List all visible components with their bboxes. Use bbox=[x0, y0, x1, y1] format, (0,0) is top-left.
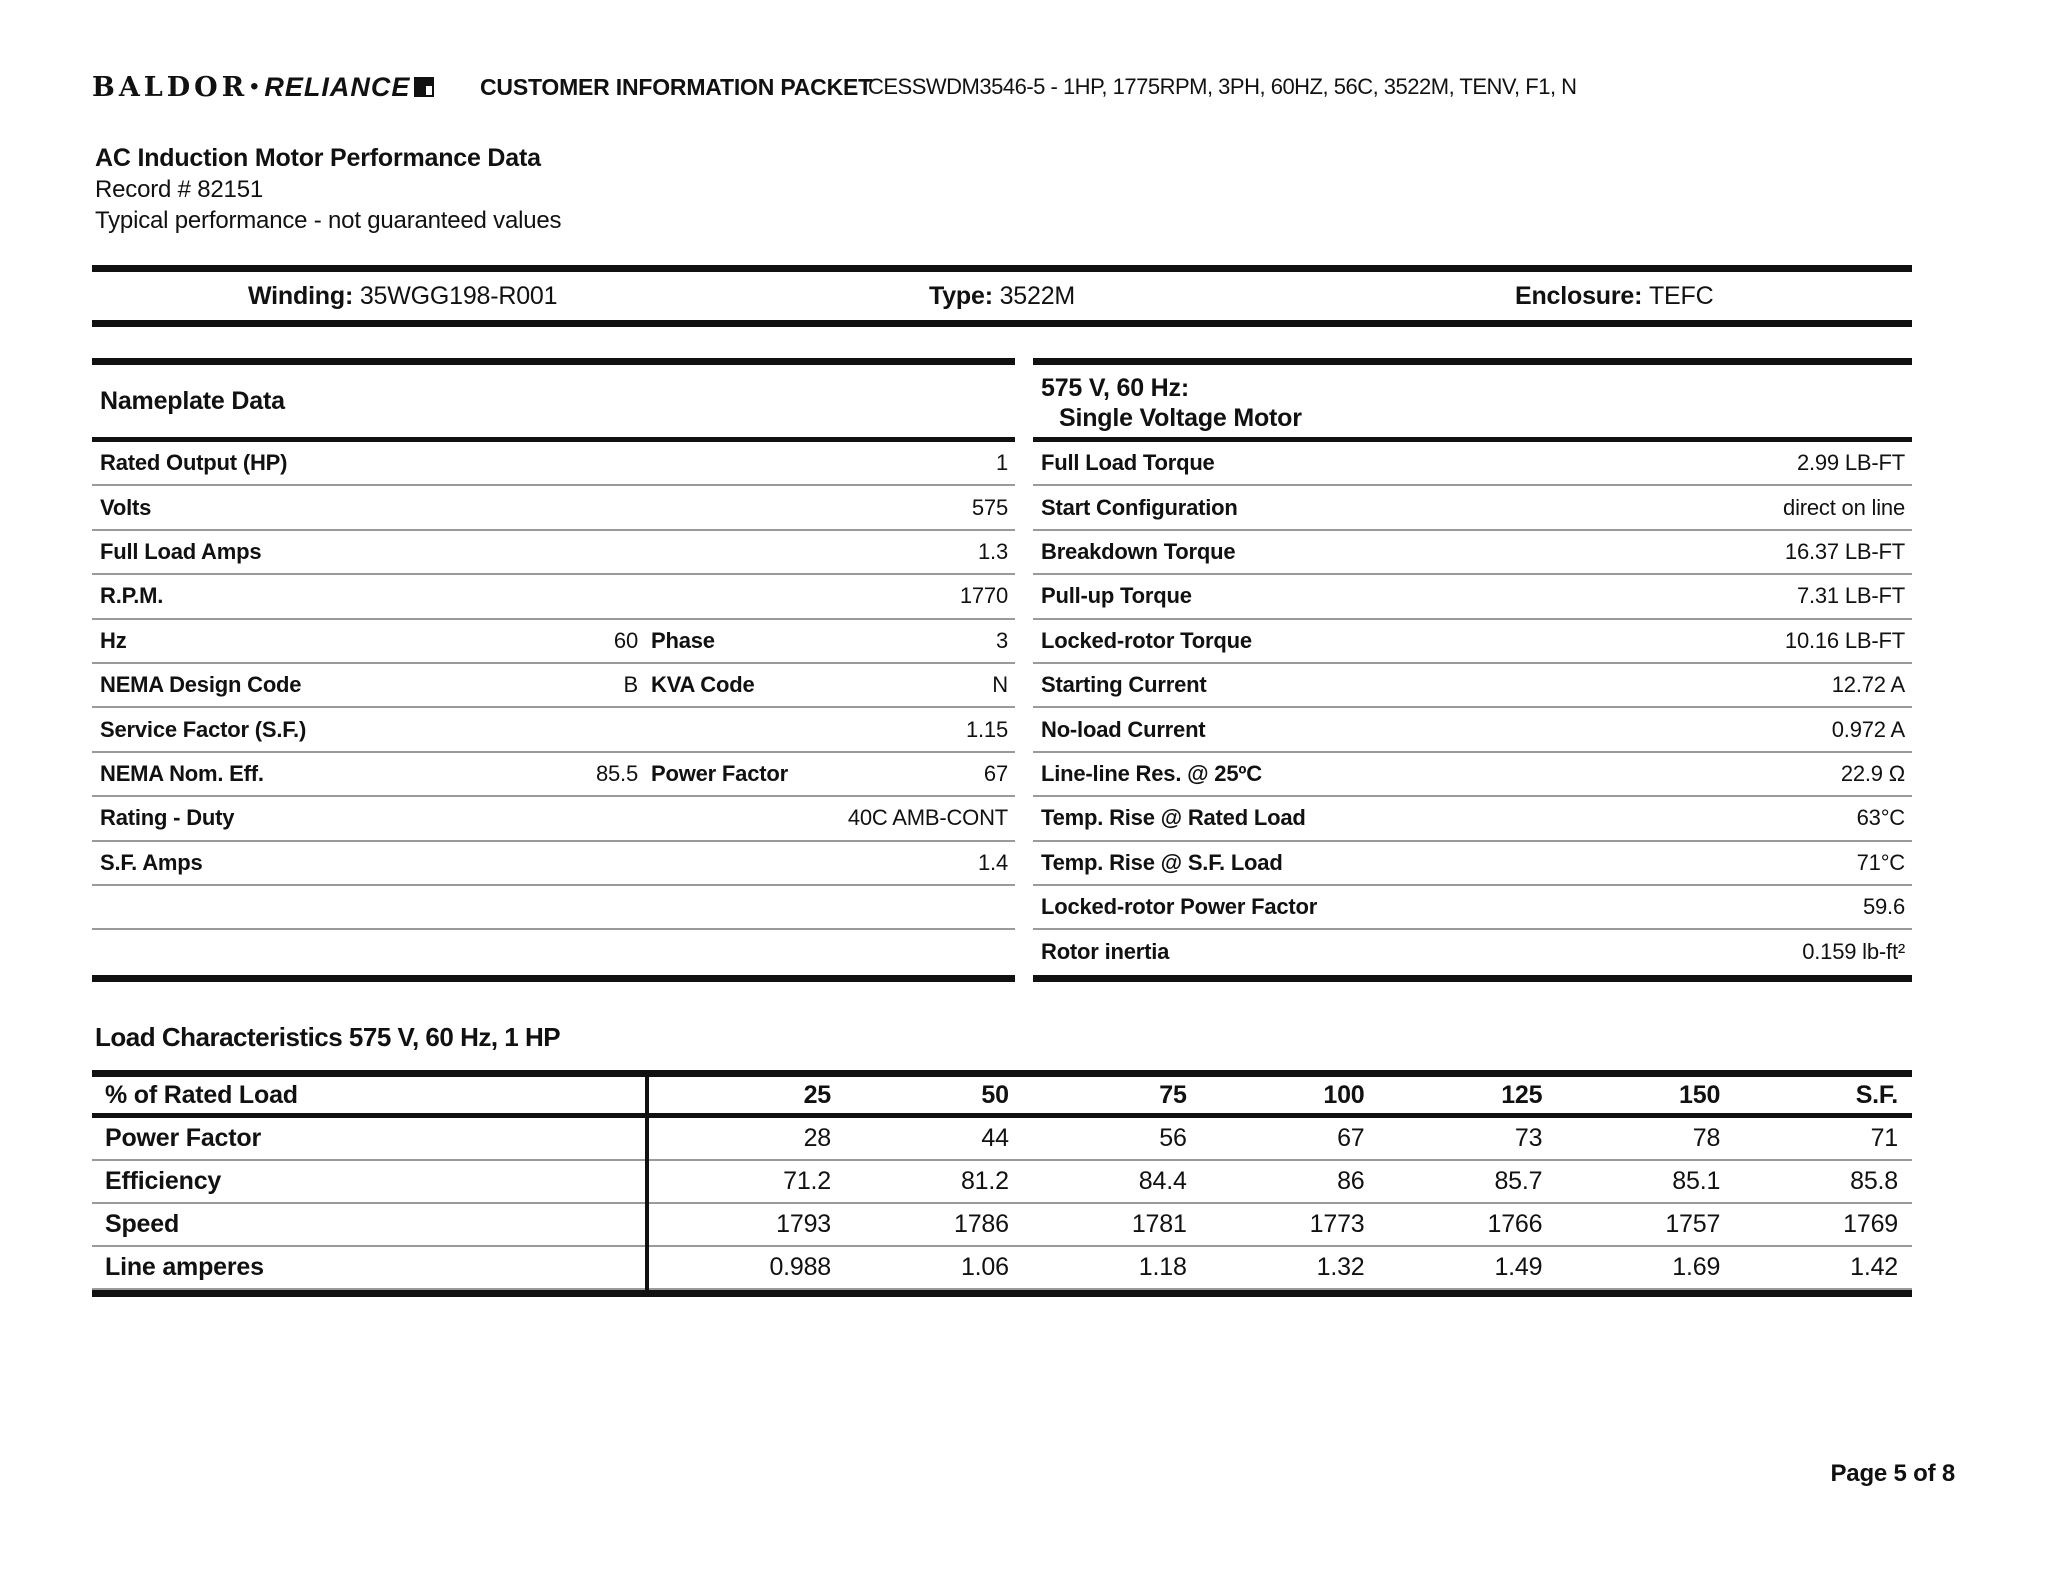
row-label: Efficiency bbox=[105, 1167, 222, 1195]
row-label: NEMA Nom. Eff. bbox=[100, 760, 264, 786]
row-label: Line amperes bbox=[105, 1253, 264, 1281]
row-value: 1.15 bbox=[965, 716, 1008, 742]
cell-value: 81.2 bbox=[960, 1167, 1009, 1195]
load-table-vertical-divider bbox=[645, 1077, 649, 1290]
cell-value: 1.32 bbox=[1316, 1253, 1365, 1281]
table-row bbox=[92, 753, 1015, 797]
row-label: Speed bbox=[105, 1210, 180, 1238]
cell-value: 78 bbox=[1692, 1124, 1721, 1152]
voltage-header-line1: 575 V, 60 Hz: bbox=[1041, 374, 1189, 402]
row-label: Full Load Amps bbox=[100, 538, 262, 564]
row-label: R.P.M. bbox=[100, 583, 164, 609]
baldor-reliance-logo bbox=[92, 70, 436, 104]
load-table-header-row bbox=[92, 1077, 1912, 1118]
cell-value: 56 bbox=[1159, 1124, 1187, 1152]
cell-value: 71.2 bbox=[783, 1167, 831, 1195]
voltage-table-header bbox=[1033, 365, 1912, 442]
row-label: Rating - Duty bbox=[100, 805, 235, 831]
cell-value: 1.69 bbox=[1672, 1253, 1721, 1281]
cell-value: 1.42 bbox=[1850, 1253, 1898, 1281]
load-table-row bbox=[92, 1247, 1912, 1290]
enclosure-label: Enclosure: bbox=[1515, 282, 1643, 310]
row-value: 63°C bbox=[1856, 805, 1905, 831]
row-label: Full Load Torque bbox=[1041, 450, 1215, 476]
load-characteristics-table bbox=[92, 1070, 1912, 1297]
row-label: Service Factor (S.F.) bbox=[100, 716, 307, 742]
table-row bbox=[92, 486, 1015, 530]
logo-reliance-text: RELIANCE bbox=[264, 71, 411, 102]
row-label: Power Factor bbox=[105, 1124, 261, 1152]
logo-mark-icon bbox=[414, 75, 436, 102]
row-label: Line-line Res. @ 25ºC bbox=[1041, 760, 1262, 786]
row-mid-value: B bbox=[623, 672, 638, 698]
load-table-row bbox=[92, 1204, 1912, 1247]
load-table-row bbox=[92, 1161, 1912, 1204]
row-value: 0.972 A bbox=[1831, 716, 1905, 742]
winding-label: Winding: bbox=[248, 282, 354, 310]
row-value: direct on line bbox=[1783, 494, 1905, 520]
row-mid-value: 60 bbox=[613, 627, 638, 653]
performance-tables bbox=[92, 358, 1912, 982]
column-header: 25 bbox=[803, 1080, 831, 1109]
nameplate-table-header bbox=[92, 365, 1015, 442]
row-value: 575 bbox=[971, 494, 1008, 520]
cell-value: 73 bbox=[1514, 1124, 1543, 1152]
row-label: Volts bbox=[100, 494, 152, 520]
performance-note: Typical performance - not guaranteed values bbox=[95, 207, 562, 234]
load-table-row bbox=[92, 1118, 1912, 1161]
table-row bbox=[1033, 486, 1912, 530]
enclosure-value: TEFC bbox=[1648, 282, 1714, 310]
row-value: 1.3 bbox=[978, 538, 1008, 564]
row-label: Locked-rotor Torque bbox=[1041, 627, 1252, 653]
load-header-label: % of Rated Load bbox=[105, 1080, 298, 1109]
row-value: 1770 bbox=[959, 583, 1008, 609]
logo-dot-separator: • bbox=[250, 73, 259, 100]
nameplate-data-table bbox=[92, 358, 1015, 982]
document-header bbox=[0, 70, 2048, 104]
cell-value: 1793 bbox=[776, 1210, 831, 1238]
row-value: 3 bbox=[995, 627, 1008, 653]
cell-value: 1757 bbox=[1665, 1210, 1721, 1238]
cell-value: 1766 bbox=[1487, 1210, 1543, 1238]
cell-value: 85.7 bbox=[1494, 1167, 1543, 1195]
row-label: NEMA Design Code bbox=[100, 672, 302, 698]
page-title: AC Induction Motor Performance Data bbox=[95, 144, 541, 172]
column-header: 125 bbox=[1501, 1080, 1543, 1109]
table-row bbox=[1033, 753, 1912, 797]
type-label: Type: bbox=[929, 282, 993, 310]
table-row bbox=[92, 620, 1015, 664]
cell-value: 28 bbox=[803, 1124, 831, 1152]
logo-baldor-text: BALDOR bbox=[92, 71, 249, 103]
column-header: S.F. bbox=[1855, 1080, 1898, 1109]
table-row bbox=[92, 842, 1015, 886]
table-row bbox=[1033, 842, 1912, 886]
row-mid-label: KVA Code bbox=[651, 672, 755, 698]
row-label: Temp. Rise @ S.F. Load bbox=[1041, 849, 1283, 875]
row-value: 10.16 LB-FT bbox=[1784, 627, 1905, 653]
row-value: 67 bbox=[983, 760, 1008, 786]
cell-value: 84.4 bbox=[1138, 1167, 1187, 1195]
cell-value: 1773 bbox=[1309, 1210, 1365, 1238]
row-value: 1.4 bbox=[978, 849, 1008, 875]
record-number: Record # 82151 bbox=[95, 176, 263, 203]
table-row bbox=[1033, 664, 1912, 708]
table-row bbox=[1033, 930, 1912, 974]
row-label: Starting Current bbox=[1041, 672, 1207, 698]
row-value: 2.99 LB-FT bbox=[1796, 450, 1905, 476]
row-label: Pull-up Torque bbox=[1041, 583, 1192, 609]
row-value: 0.159 lb-ft² bbox=[1802, 939, 1905, 965]
cell-value: 85.8 bbox=[1850, 1167, 1898, 1195]
table-row-empty bbox=[92, 930, 1015, 974]
type-cell bbox=[929, 272, 1075, 320]
table-row bbox=[92, 531, 1015, 575]
table-row bbox=[92, 664, 1015, 708]
row-mid-label: Phase bbox=[651, 627, 715, 653]
cell-value: 1786 bbox=[954, 1210, 1009, 1238]
column-header: 150 bbox=[1679, 1080, 1721, 1109]
cell-value: 1.06 bbox=[960, 1253, 1009, 1281]
column-header: 75 bbox=[1159, 1080, 1187, 1109]
cell-value: 86 bbox=[1337, 1167, 1365, 1195]
row-value: 59.6 bbox=[1862, 894, 1905, 920]
row-value: 16.37 LB-FT bbox=[1784, 538, 1905, 564]
column-header: 50 bbox=[981, 1080, 1009, 1109]
table-row bbox=[1033, 708, 1912, 752]
table-row bbox=[1033, 620, 1912, 664]
column-header: 100 bbox=[1323, 1080, 1365, 1109]
table-row bbox=[1033, 442, 1912, 486]
row-label: Start Configuration bbox=[1041, 494, 1238, 520]
table-row bbox=[92, 797, 1015, 841]
cell-value: 1.18 bbox=[1138, 1253, 1187, 1281]
cell-value: 1781 bbox=[1131, 1210, 1187, 1238]
table-row bbox=[1033, 575, 1912, 619]
winding-cell bbox=[248, 272, 557, 320]
row-value: 1 bbox=[995, 450, 1008, 476]
enclosure-cell bbox=[1515, 272, 1713, 320]
table-row bbox=[1033, 797, 1912, 841]
row-label: Rated Output (HP) bbox=[100, 450, 288, 476]
table-row bbox=[92, 708, 1015, 752]
row-label: Locked-rotor Power Factor bbox=[1041, 894, 1318, 920]
cell-value: 1769 bbox=[1843, 1210, 1898, 1238]
cell-value: 85.1 bbox=[1672, 1167, 1721, 1195]
title-block bbox=[95, 142, 561, 236]
type-value: 3522M bbox=[999, 282, 1076, 310]
load-characteristics-title: Load Characteristics 575 V, 60 Hz, 1 HP bbox=[95, 1022, 561, 1052]
row-value: 40C AMB-CONT bbox=[847, 805, 1008, 831]
cell-value: 44 bbox=[981, 1124, 1009, 1152]
table-row-empty bbox=[92, 886, 1015, 930]
row-label: Temp. Rise @ Rated Load bbox=[1041, 805, 1306, 831]
winding-value: 35WGG198-R001 bbox=[359, 282, 558, 310]
table-row bbox=[92, 575, 1015, 619]
voltage-header-text bbox=[1033, 365, 1912, 433]
table-row bbox=[92, 442, 1015, 486]
nameplate-header-title: Nameplate Data bbox=[100, 387, 285, 415]
table-row bbox=[1033, 531, 1912, 575]
row-label: No-load Current bbox=[1041, 716, 1206, 742]
row-value: 22.9 Ω bbox=[1840, 760, 1905, 786]
row-label: Hz bbox=[100, 627, 127, 653]
voltage-header-line2: Single Voltage Motor bbox=[1059, 404, 1302, 432]
voltage-data-table bbox=[1033, 358, 1912, 982]
row-value: 7.31 LB-FT bbox=[1796, 583, 1905, 609]
row-value: 71°C bbox=[1856, 849, 1905, 875]
row-label: Rotor inertia bbox=[1041, 939, 1170, 965]
page-number: Page 5 of 8 bbox=[1830, 1460, 1955, 1487]
row-label: Breakdown Torque bbox=[1041, 538, 1236, 564]
row-value: N bbox=[992, 672, 1008, 698]
row-label: S.F. Amps bbox=[100, 849, 203, 875]
row-value: 12.72 A bbox=[1831, 672, 1905, 698]
catalog-part-number: CESSWDM3546-5 - 1HP, 1775RPM, 3PH, 60HZ, 56C, 3522M, TENV, F1, N bbox=[868, 74, 1577, 99]
cell-value: 71 bbox=[1870, 1124, 1898, 1152]
row-mid-value: 85.5 bbox=[595, 760, 638, 786]
cell-value: 1.49 bbox=[1494, 1253, 1543, 1281]
row-mid-label: Power Factor bbox=[651, 760, 788, 786]
table-row bbox=[1033, 886, 1912, 930]
cell-value: 67 bbox=[1337, 1124, 1365, 1152]
cell-value: 0.988 bbox=[769, 1253, 831, 1281]
packet-title: CUSTOMER INFORMATION PACKET bbox=[480, 74, 872, 100]
winding-info-bar bbox=[92, 265, 1912, 327]
